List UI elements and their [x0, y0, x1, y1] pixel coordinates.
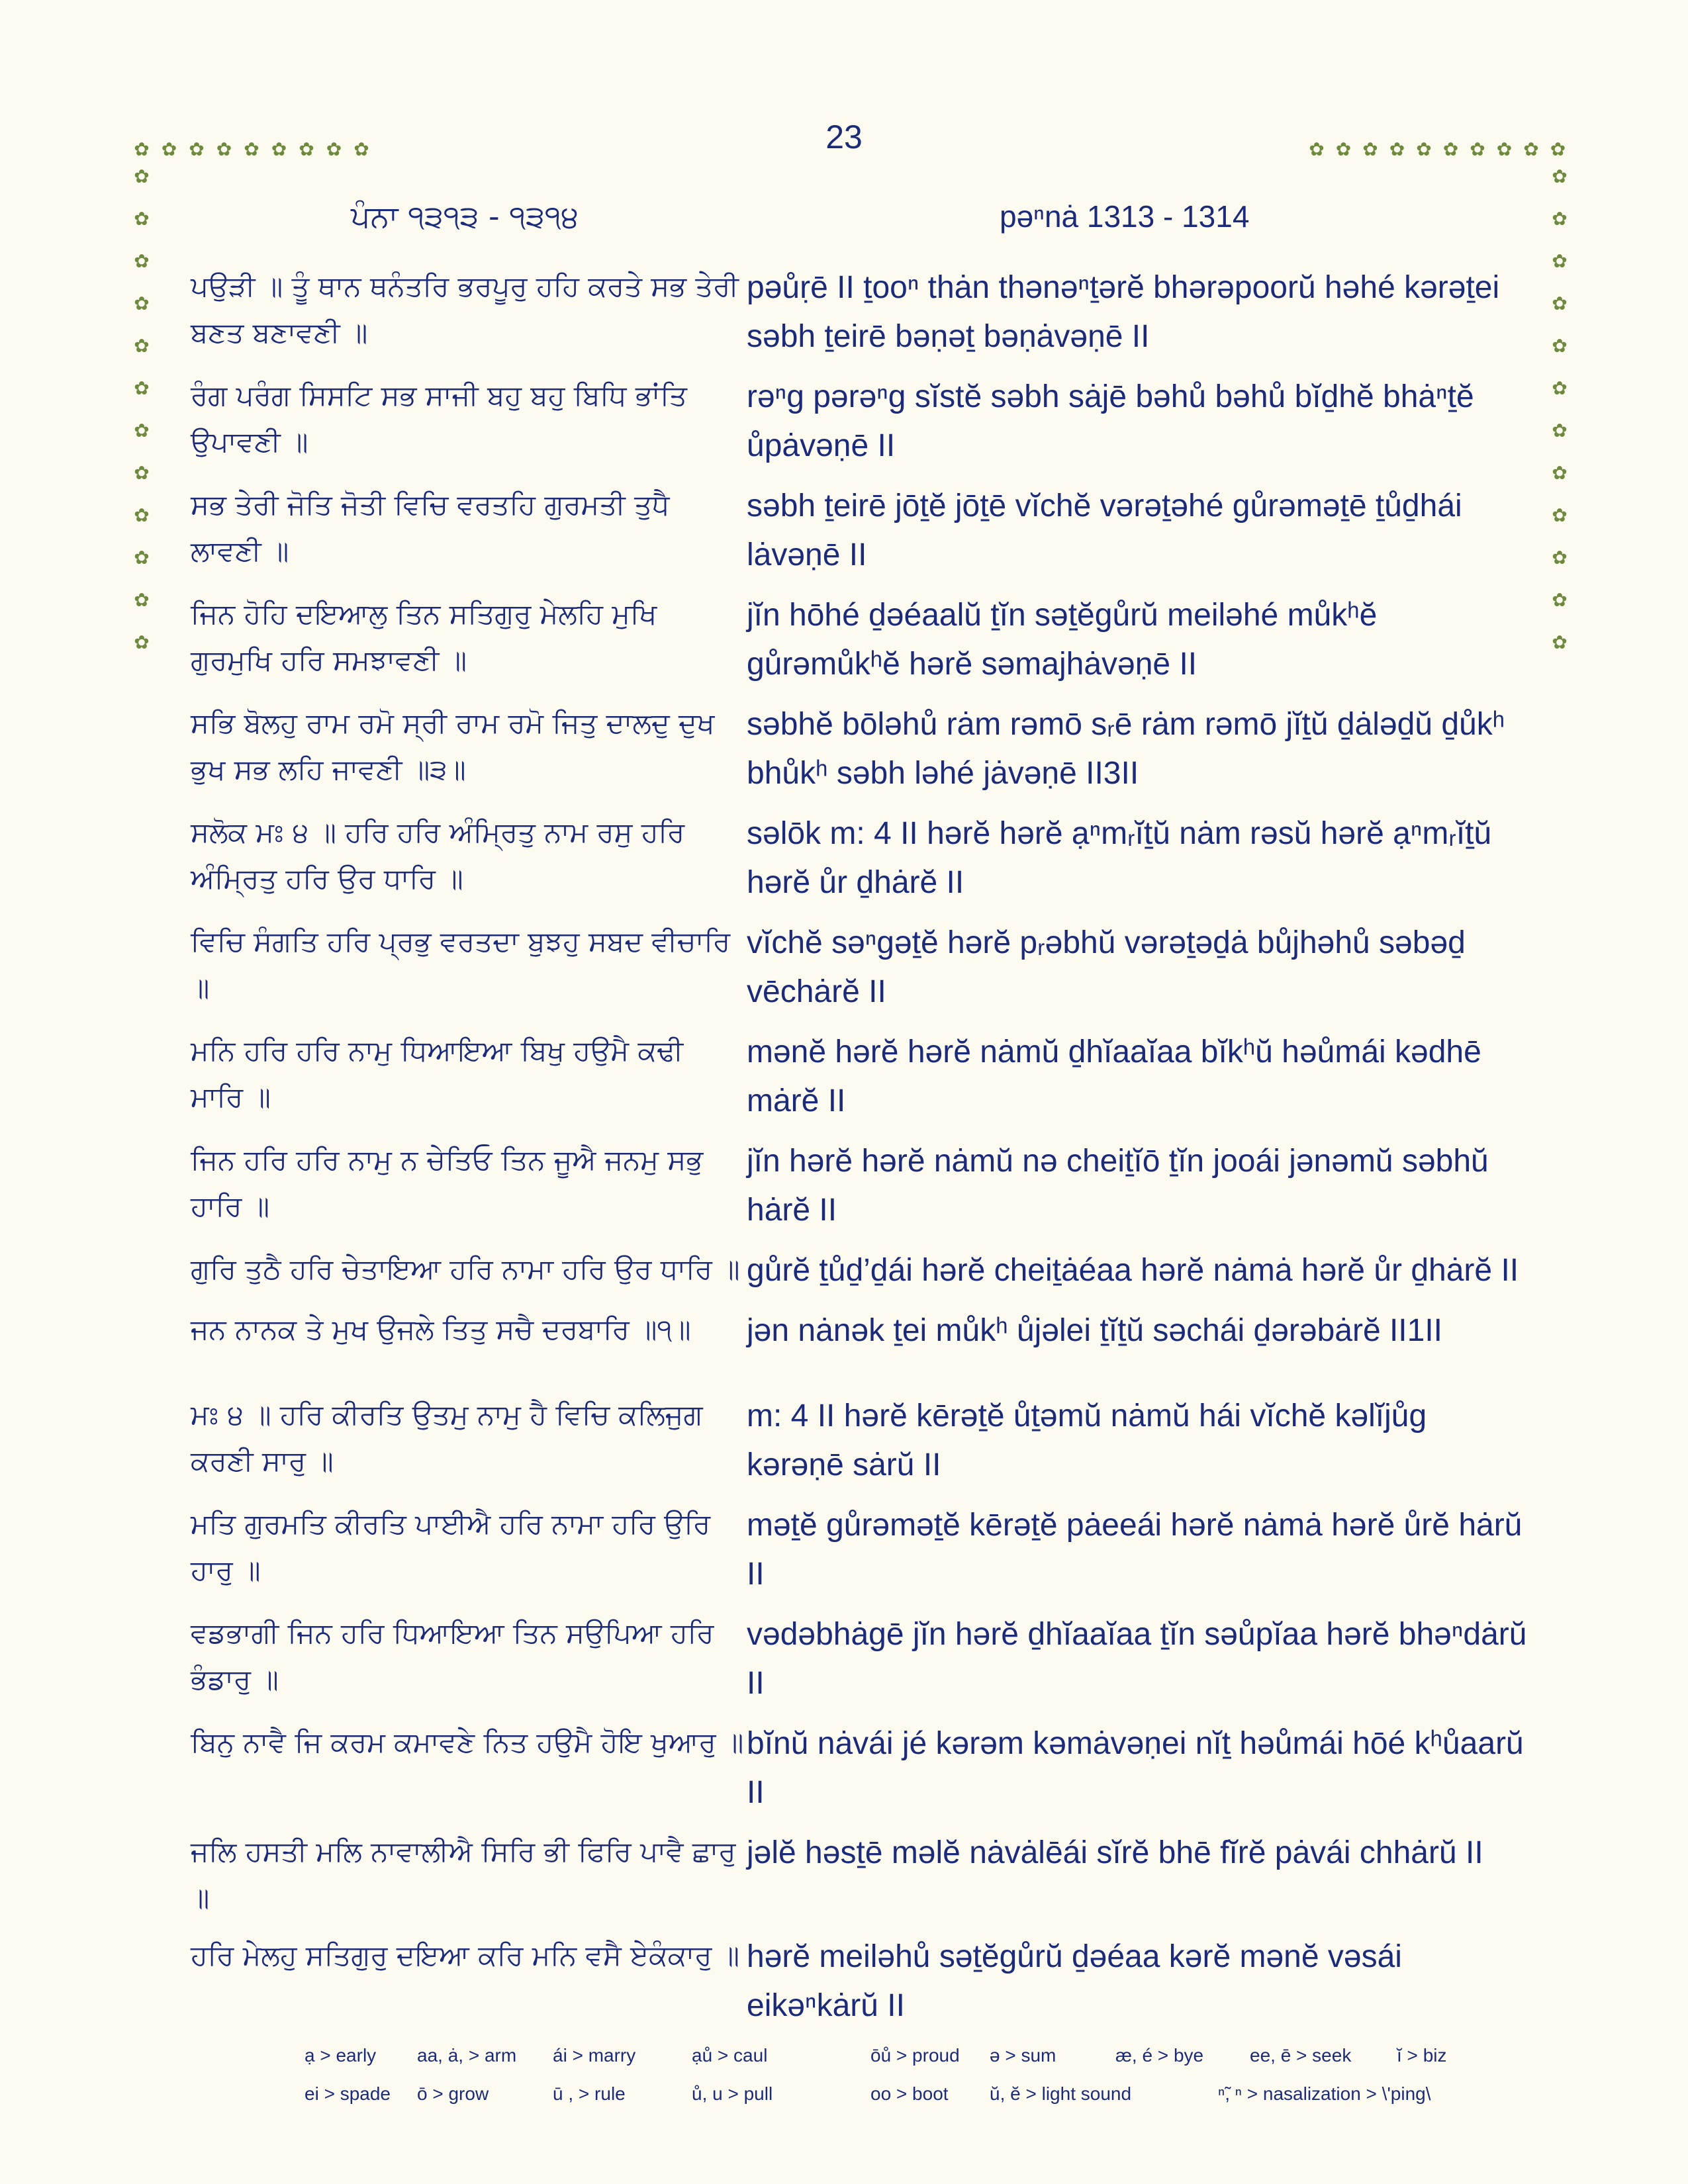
verse-row [191, 1719, 1528, 1817]
flower-icon: ✿ [1389, 138, 1405, 160]
flower-icon: ✿ [134, 420, 150, 441]
legend-item: ei > spade [305, 2083, 391, 2104]
flower-icon: ✿ [1552, 589, 1568, 611]
verse-row [191, 1246, 1528, 1295]
flower-icon: ✿ [134, 138, 150, 160]
gurmukhi-page-header: ਪੰਨਾ ੧੩੧੩ - ੧੩੧੪ [351, 199, 579, 234]
flower-icon: ✿ [353, 138, 369, 160]
legend-item: ōů > proud [870, 2045, 960, 2066]
flower-icon: ✿ [1309, 138, 1325, 160]
legend-item: oo > boot [870, 2083, 949, 2104]
legend-item: ⁿ̃, ⁿ > nasalization > \'ping\ [1218, 2083, 1431, 2104]
transliteration-line: səbh ṯeirē jōṯĕ jōṯē vĭchĕ vərəṯəhé gůrəməṯē ṯůḏhái lȧvəṇē II [747, 488, 1462, 572]
legend-item: ĭ > biz [1397, 2045, 1447, 2066]
flower-icon: ✿ [244, 138, 259, 160]
flower-icon: ✿ [1552, 504, 1568, 526]
gurmukhi-line: ਮਃ ੪ ॥ ਹਰਿ ਕੀਰਤਿ ਉਤਮੁ ਨਾਮੁ ਹੈ ਵਿਚਿ ਕਲਿਜੁਗ ਕਰਣੀ ਸਾਰੁ ॥ [191, 1398, 703, 1477]
gurmukhi-line: ਜਿਨ ਹੋਹਿ ਦਇਆਲੁ ਤਿਨ ਸਤਿਗੁਰੁ ਮੇਲਹਿ ਮੁਖਿ ਗੁਰਮੁਖਿ ਹਰਿ ਸਮਝਾਵਣੀ ॥ [191, 598, 657, 676]
flower-icon: ✿ [271, 138, 287, 160]
transliteration-line: vədəbhȧgē jĭn hərĕ ḏhĭaaĭaa ṯĭn səůpĭaa hərĕ bhəⁿdȧrŭ II [747, 1617, 1527, 1701]
flower-icon: ✿ [134, 165, 150, 187]
flower-icon: ✿ [134, 547, 150, 569]
flower-icon: ✿ [1552, 208, 1568, 230]
gurmukhi-line: ਜਨ ਨਾਨਕ ਤੇ ਮੁਖ ਉਜਲੇ ਤਿਤੁ ਸਚੈ ਦਰਬਾਰਿ ॥੧॥ [191, 1313, 691, 1345]
flower-icon: ✿ [1552, 165, 1568, 187]
transliteration-line: vĭchĕ səⁿgəṯĕ hərĕ pᵣəbhŭ vərəṯəḏȧ bůjhəhů səbəḏ vēchȧrĕ II [747, 925, 1466, 1009]
legend-item: ō > grow [417, 2083, 489, 2104]
verse-row [191, 591, 1528, 689]
verse-row [191, 1610, 1528, 1708]
flower-icon: ✿ [134, 208, 150, 230]
flower-icon: ✿ [1470, 138, 1485, 160]
flower-icon: ✿ [134, 589, 150, 611]
flower-icon: ✿ [1552, 377, 1568, 399]
gurmukhi-line: ਸਭ ਤੇਰੀ ਜੋਤਿ ਜੋਤੀ ਵਿਚਿ ਵਰਤਹਿ ਗੁਰਮਤੀ ਤੁਧੈ ਲਾਵਣੀ ॥ [191, 488, 670, 567]
flower-icon: ✿ [299, 138, 314, 160]
flower-icon: ✿ [134, 293, 150, 314]
transliteration-line: gůrĕ ṯůḏ’ḏái hərĕ cheiṯȧéaa hərĕ nȧmȧ hərĕ ůr ḏhȧrĕ II [747, 1253, 1519, 1288]
gurmukhi-line: ਵਡਭਾਗੀ ਜਿਨ ਹਰਿ ਧਿਆਇਆ ਤਿਨ ਸਉਪਿਆ ਹਰਿ ਭੰਡਾਰੁ ॥ [191, 1617, 714, 1696]
transliteration-line: hərĕ meiləhů səṯĕgůrŭ ḏəéaa kərĕ mənĕ vəsái eikəⁿkȧrŭ II [747, 1939, 1402, 2023]
flower-icon: ✿ [134, 631, 150, 653]
legend-item: aa, ȧ, > arm [417, 2045, 517, 2066]
page-number: 23 [825, 118, 863, 156]
verse-row [191, 482, 1528, 580]
gurmukhi-line: ਵਿਚਿ ਸੰਗਤਿ ਹਰਿ ਪ੍ਰਭੁ ਵਰਤਦਾ ਬੁਝਹੁ ਸਬਦ ਵੀਚਾਰਿ ॥ [191, 925, 731, 1004]
pronunciation-legend [305, 2045, 1496, 2122]
transliteration-line: jəlĕ həsṯē məlĕ nȧvȧlēái sĭrĕ bhē fĭrĕ pȧvái chhȧrŭ II [747, 1835, 1483, 1870]
flower-icon: ✿ [1523, 138, 1539, 160]
verse-row [191, 1137, 1528, 1235]
flower-icon: ✿ [134, 462, 150, 484]
verse-row [191, 919, 1528, 1017]
verse-row [191, 1933, 1528, 2030]
flower-icon: ✿ [161, 138, 177, 160]
transliteration-line: bĭnŭ nȧvái jé kərəm kəmȧvəṇei nĭṯ həůmái hōé kʰůaarŭ II [747, 1726, 1524, 1810]
legend-item: ái > marry [553, 2045, 636, 2066]
verse-row [191, 1306, 1528, 1355]
flower-icon: ✿ [134, 250, 150, 272]
flower-icon: ✿ [1552, 335, 1568, 357]
flower-icon: ✿ [1416, 138, 1432, 160]
verse-row [191, 809, 1528, 907]
flower-icon: ✿ [1552, 250, 1568, 272]
flower-icon: ✿ [1442, 138, 1459, 160]
gurmukhi-line: ਸਲੋਕ ਮਃ ੪ ॥ ਹਰਿ ਹਰਿ ਅੰਮ੍ਰਿਤੁ ਨਾਮ ਰਸੁ ਹਰਿ ਅੰਮ੍ਰਿਤੁ ਹਰਿ ਉਰ ਧਾਰਿ ॥ [191, 816, 685, 895]
gurmukhi-line: ਸਭਿ ਬੋਲਹੁ ਰਾਮ ਰਮੋ ਸ੍ਰੀ ਰਾਮ ਰਮੋ ਜਿਤੁ ਦਾਲਦੁ ਦੁਖ ਭੁਖ ਸਭ ਲਹਿ ਜਾਵਣੀ ॥੩॥ [191, 707, 715, 786]
flower-icon: ✿ [1362, 138, 1378, 160]
verse-row [191, 1829, 1528, 1921]
flower-icon: ✿ [1552, 547, 1568, 569]
flower-icon: ✿ [189, 138, 205, 160]
verse-row [191, 1028, 1528, 1126]
transliteration-line: mənĕ hərĕ hərĕ nȧmŭ ḏhĭaaĭaa bĭkʰŭ həůmái kədhē mȧrĕ II [747, 1034, 1481, 1118]
flower-icon: ✿ [134, 377, 150, 399]
gurmukhi-line: ਗੁਰਿ ਤੁਠੈ ਹਰਿ ਚੇਤਾਇਆ ਹਰਿ ਨਾਮਾ ਹਰਿ ਉਰ ਧਾਰਿ ॥ [191, 1253, 740, 1285]
gurmukhi-line: ਬਿਨੁ ਨਾਵੈ ਜਿ ਕਰਮ ਕਮਾਵਣੇ ਨਿਤ ਹਉਮੈ ਹੋਇ ਖੁਆਰੁ ॥ [191, 1726, 744, 1758]
flower-icon: ✿ [326, 138, 342, 160]
transliteration-line: m: 4 II hərĕ kērəṯĕ ůṯəmŭ nȧmŭ hái vĭchĕ kəlĭjůg kərəṇē sȧrŭ II [747, 1398, 1427, 1482]
gurmukhi-line: ਮਨਿ ਹਰਿ ਹਰਿ ਨਾਮੁ ਧਿਆਇਆ ਬਿਖੁ ਹਉਮੈ ਕਢੀ ਮਾਰਿ ॥ [191, 1034, 684, 1113]
flower-icon: ✿ [1496, 138, 1513, 160]
flower-icon: ✿ [134, 335, 150, 357]
transliteration-line: səbhĕ bōləhů rȧm rəmō sᵣē rȧm rəmō jĭṯŭ ḏȧləḏŭ ḏůkʰ bhůkʰ səbh ləhé jȧvəṇē II3II [747, 707, 1505, 791]
legend-item: æ, é > bye [1115, 2045, 1204, 2066]
verse-table [191, 263, 1528, 2042]
flower-icon: ✿ [1552, 420, 1568, 441]
legend-item: ạů > caul [692, 2045, 768, 2066]
flower-icon: ✿ [1335, 138, 1352, 160]
verse-row [191, 700, 1528, 798]
transliteration-line: səlōk m: 4 II hərĕ hərĕ ạⁿmᵣĭṯŭ nȧm rəsŭ hərĕ ạⁿmᵣĭṯŭ hərĕ ůr ḏhȧrĕ II [747, 816, 1492, 900]
verse-row [191, 263, 1528, 361]
transliteration-line: rəⁿg pərəⁿg sĭstĕ səbh sȧjē bəhů bəhů bĭḏhĕ bhȧⁿṯĕ ůpȧvəṇē II [747, 379, 1474, 463]
flower-icon: ✿ [1552, 293, 1568, 314]
gurmukhi-line: ਜਲਿ ਹਸਤੀ ਮਲਿ ਨਾਵਾਲੀਐ ਸਿਰਿ ਭੀ ਫਿਰਿ ਪਾਵੈ ਛਾਰੁ ॥ [191, 1835, 736, 1914]
verse-row [191, 1501, 1528, 1599]
legend-item: ū , > rule [553, 2083, 626, 2104]
flower-icon: ✿ [134, 504, 150, 526]
gurmukhi-line: ਪਉੜੀ ॥ ਤੂੰ ਥਾਨ ਥਨੰਤਰਿ ਭਰਪੂਰੁ ਹਹਿ ਕਰਤੇ ਸਭ ਤੇਰੀ ਬਣਤ ਬਣਾਵਣੀ ॥ [191, 270, 739, 349]
gurmukhi-line: ਮਤਿ ਗੁਰਮਤਿ ਕੀਰਤਿ ਪਾਈਐ ਹਰਿ ਨਾਮਾ ਹਰਿ ਉਰਿ ਹਾਰੁ ॥ [191, 1508, 711, 1586]
flower-icon: ✿ [1552, 631, 1568, 653]
gurmukhi-line: ਜਿਨ ਹਰਿ ਹਰਿ ਨਾਮੁ ਨ ਚੇਤਿਓ ਤਿਨ ਜੂਐ ਜਨਮੁ ਸਭੁ ਹਾਰਿ ॥ [191, 1144, 704, 1222]
verse-row [191, 373, 1528, 471]
transliteration-line: pəůṛē II ṯooⁿ thȧn thənəⁿṯərĕ bhərəpoorŭ həhé kərəṯei səbh ṯeirē bəṇəṯ bəṇȧvəṇē II [747, 270, 1500, 354]
legend-item: ŭ, ĕ > light sound [990, 2083, 1132, 2104]
legend-item: ạ > early [305, 2045, 377, 2066]
transliteration-line: məṯĕ gůrəməṯĕ kērəṯĕ pȧeeái hərĕ nȧmȧ hərĕ ůrĕ hȧrŭ II [747, 1508, 1523, 1592]
verse-row [191, 1392, 1528, 1490]
transliteration-line: jĭn hərĕ hərĕ nȧmŭ nə cheiṯĭō ṯĭn jooái jənəmŭ səbhŭ hȧrĕ II [747, 1144, 1489, 1228]
transliteration-line: jĭn hōhé ḏəéaalŭ ṯĭn səṯĕgůrŭ meiləhé můkʰĕ gůrəmůkʰĕ hərĕ səmajhȧvəṇē II [747, 598, 1378, 682]
flower-icon: ✿ [216, 138, 232, 160]
legend-row [305, 2083, 1496, 2122]
translit-page-header: pəⁿnȧ 1313 - 1314 [1000, 199, 1250, 234]
transliteration-line: jən nȧnək ṯei můkʰ ůjəlei ṯĭṯŭ səchái ḏərəbȧrĕ II1II [747, 1313, 1443, 1348]
gurmukhi-line: ਰੰਗ ਪਰੰਗ ਸਿਸਟਿ ਸਭ ਸਾਜੀ ਬਹੁ ਬਹੁ ਬਿਧਿ ਭਾਂਤਿ ਉਪਾਵਣੀ ॥ [191, 379, 687, 458]
legend-item: ee, ē > seek [1250, 2045, 1352, 2066]
legend-item: ə > sum [990, 2045, 1056, 2066]
legend-row [305, 2045, 1496, 2083]
legend-item: ů, u > pull [692, 2083, 773, 2104]
flower-icon: ✿ [1552, 462, 1568, 484]
flower-icon: ✿ [1550, 138, 1566, 160]
gurmukhi-line: ਹਰਿ ਮੇਲਹੁ ਸਤਿਗੁਰੁ ਦਇਆ ਕਰਿ ਮਨਿ ਵਸੈ ਏਕੰਕਾਰੁ ॥ [191, 1939, 740, 1972]
